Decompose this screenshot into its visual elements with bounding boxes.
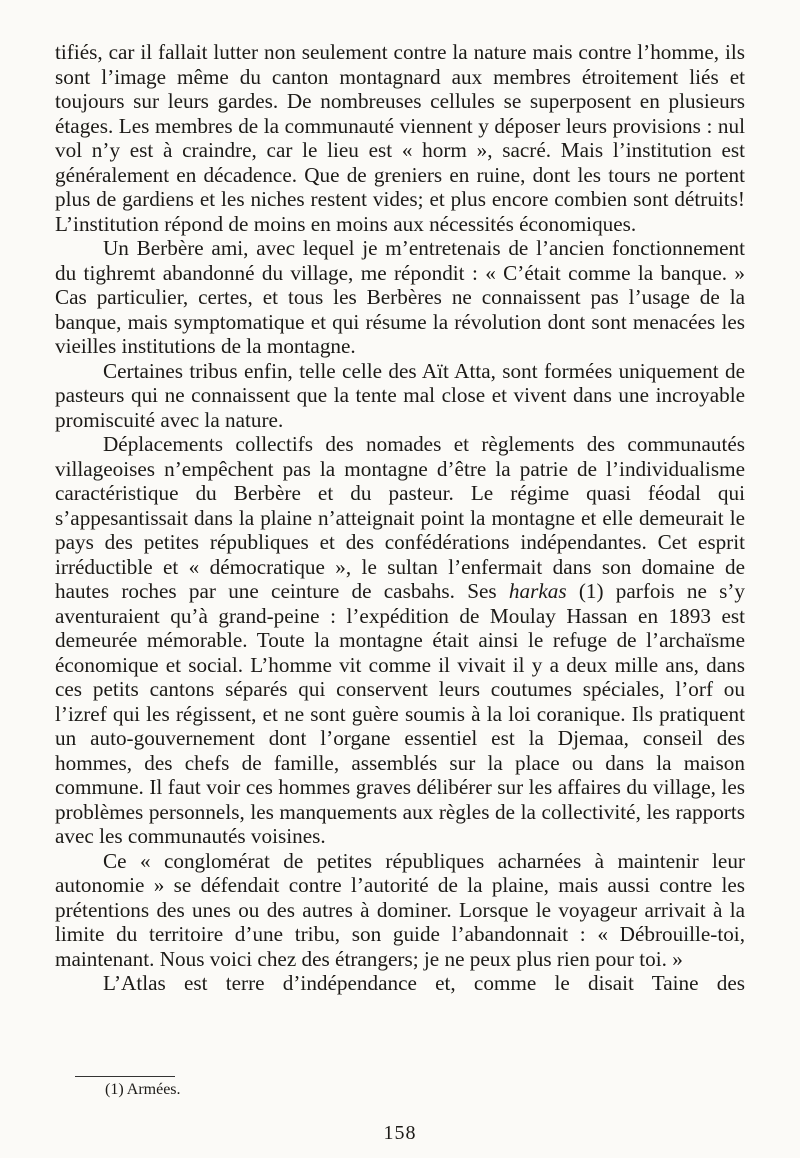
paragraph-text: (1) parfois ne s’y aventuraient qu’à grand-peine : l’expédition de Moulay Hassan en 1893 est demeurée mémorable. Toute la montagne était ainsi le refuge de l’archaïsme économique et social. L’homme vit comme il vivait il y a deux mille ans, dans ces petits cantons séparés qui conservent leurs coutumes spéciales, l’orf ou l’izref qui les régissent, et ne sont guère soumis à la loi coranique. Ils pratiquent un auto-gouvernement dont l’organe essentiel est la Djemaa, conseil des hommes, des chefs de famille, assemblés sur la place ou dans la maison commune. Il faut voir ces hommes graves délibérer sur les affaires du village, les problèmes personnels, les manquements aux règles de la collectivité, les rapports avec les communautés voisines. [55,579,745,848]
page-body [55,40,745,996]
footnote-divider [75,1076,175,1077]
paragraph-text: Ce « conglomérat de petites républiques acharnées à maintenir leur autonomie » se défendait contre l’autorité de la plaine, mais aussi contre les prétentions des unes ou des autres à dominer. Lorsque le voyageur arrivait à la limite du territoire d’une tribu, son guide l’abandonnait : « Débrouille-toi, maintenant. Nous voici chez des étrangers; je ne peux plus rien pour toi. » [55,848,745,971]
page-number: 158 [383,1122,417,1144]
paragraph [55,971,745,996]
paragraph-text: Déplacements collectifs des nomades et règlements des communautés villageoises n’empêchent pas la montagne d’être la patrie de l’individualisme caractéristique du Berbère et du pasteur. Le régime quasi féodal qui s’appesantissait dans la plaine n’atteignait point la montagne et elle demeurait le pays des petites républiques et des confédérations indépendantes. Cet esprit irréductible et « démocratique », le sultan l’enfermait dans son domaine de hautes roches par une ceinture de casbahs. Ses [55,432,745,603]
paragraph [55,849,745,972]
paragraph [55,359,745,433]
paragraph-text: tifiés, car il fallait lutter non seulement contre la nature mais contre l’homme, ils sont l’image même du canton montagnard aux membres étroitement liés et toujours sur leurs gardes. De nombreuses cellules se superposent en plusieurs étages. Les membres de la communauté viennent y déposer leurs provisions : nul vol n’y est à craindre, car le lieu est « horm », sacré. Mais l’institution est généralement en décadence. Que de greniers en ruine, dont les tours ne portent plus de gardiens et les niches restent vides; et plus encore combien sont détruits! L’institution répond de moins en moins aux nécessités économiques. [55,40,745,236]
footnote: (1) Armées. [105,1081,181,1098]
paragraph [55,236,745,359]
paragraph-text: Un Berbère ami, avec lequel je m’entretenais de l’ancien fonctionnement du tighremt abandonné du village, me répondit : « C’était comme la banque. » Cas particulier, certes, et tous les Berbères ne connaissent pas l’usage de la banque, mais symptomatique et qui résume la révolution dont sont menacées les vieilles institutions de la montagne. [55,236,745,358]
paragraph [55,432,745,849]
paragraph-text: L’Atlas est terre d’indépendance et, comme le disait Taine des [103,971,745,995]
paragraph-text: Certaines tribus enfin, telle celle des Aït Atta, sont formées uniquement de pasteurs qui ne connaissent que la tente mal close et vivent dans une incroyable promiscuité avec la nature. [55,358,745,432]
paragraph [55,40,745,236]
italic-term: harkas [508,579,567,603]
